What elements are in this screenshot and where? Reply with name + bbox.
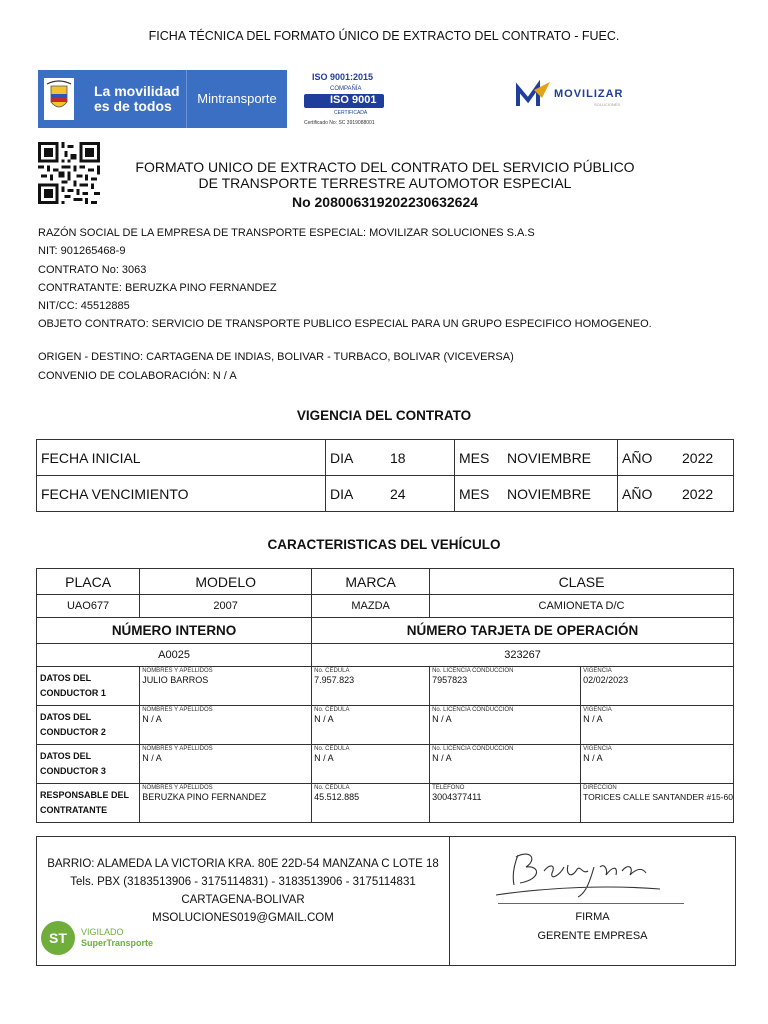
objeto-contrato: OBJETO CONTRATO: SERVICIO DE TRANSPORTE PUBLICO ESPECIAL PARA UN GRUPO ESPECIFICO HOMOGENEO.: [38, 318, 652, 330]
field-caption: NOMBRES Y APELLIDOS: [142, 668, 213, 674]
iso-title: ISO 9001:2015: [312, 72, 374, 82]
anio-value: 2022: [678, 476, 734, 512]
field-caption: NOMBRES Y APELLIDOS: [142, 707, 213, 713]
header-placa: PLACA: [37, 569, 140, 595]
iso-cert: CERTIFICADA: [334, 110, 368, 116]
supertransporte-logo: [41, 921, 181, 961]
city-line: CARTAGENA-BOLIVAR: [181, 894, 305, 906]
field-caption: No. CÉDULA: [314, 707, 350, 713]
vigencia-title: VIGENCIA DEL CONTRATO: [296, 408, 472, 423]
contratante: CONTRATANTE: BERUZKA PINO FERNANDEZ: [38, 282, 277, 294]
responsable-label: RESPONSABLE DEL CONTRATANTE: [37, 784, 140, 823]
email-line: MSOLUCIONES019@GMAIL.COM: [152, 912, 334, 924]
nit: NIT: 901265468-9: [38, 245, 126, 257]
field-caption: No. LICENCIA CONDUCCIÓN: [432, 746, 514, 752]
field-value: 7957823: [432, 675, 468, 685]
tarjeta-operacion-label: NÚMERO TARJETA DE OPERACIÓN: [312, 618, 734, 644]
header-modelo: MODELO: [140, 569, 312, 595]
gerente-label: GERENTE EMPRESA: [537, 930, 648, 942]
document-header: [120, 159, 650, 210]
header-line-2: DE TRANSPORTE TERRESTRE AUTOMOTOR ESPECIAL: [198, 175, 572, 191]
field-caption: NOMBRES Y APELLIDOS: [142, 746, 213, 752]
footer-box: [36, 836, 736, 966]
table-row: [37, 644, 734, 667]
fecha-label: FECHA VENCIMIENTO: [37, 476, 326, 512]
field-value: N / A: [314, 753, 334, 763]
iso-number: Certificado No: SC 3919088001: [304, 120, 375, 126]
field-value: 7.957.823: [314, 675, 355, 685]
table-row: [37, 476, 734, 512]
field-caption: No. LICENCIA CONDUCCIÓN: [432, 707, 514, 713]
mes-label: MES: [455, 440, 504, 476]
header-clase: CLASE: [430, 569, 734, 595]
numero-interno-value: A0025: [37, 644, 312, 667]
table-row: [37, 440, 734, 476]
vehiculo-table: [36, 568, 734, 823]
conductor-label: DATOS DEL CONDUCTOR 3: [37, 745, 140, 784]
anio-label: AÑO: [618, 476, 679, 512]
convenio: CONVENIO DE COLABORACIÓN: N / A: [38, 370, 237, 382]
signature-icon: [490, 841, 690, 901]
razon-social: RAZÓN SOCIAL DE LA EMPRESA DE TRANSPORTE ESPECIAL: MOVILIZAR SOLUCIONES S.A.S: [38, 227, 535, 239]
phone-line: Tels. PBX (3183513906 - 3175114831) - 3183513906 - 3175114831: [70, 876, 416, 888]
vigencia-table: [36, 439, 734, 512]
field-caption: No. CÉDULA: [314, 785, 350, 791]
iso-certification-logo: [300, 70, 384, 128]
document-title: FICHA TÉCNICA DEL FORMATO ÚNICO DE EXTRACTO DEL CONTRATO - FUEC.: [148, 29, 620, 43]
signature-block: [450, 837, 735, 965]
field-value: 3004377411: [432, 792, 482, 802]
colombia-crest-icon: [44, 78, 74, 120]
field-value: 45.512.885: [314, 792, 360, 802]
table-row: [37, 745, 734, 784]
tarjeta-operacion-value: 323267: [312, 644, 734, 667]
conductor-label: DATOS DEL CONDUCTOR 2: [37, 706, 140, 745]
field-caption: VIGENCIA: [583, 668, 612, 674]
field-value: N / A: [432, 714, 452, 724]
vehiculo-title: CARACTERISTICAS DEL VEHÍCULO: [267, 537, 501, 552]
movilizar-text: MOVILIZAR: [554, 88, 624, 100]
field-caption: VIGENCIA: [583, 746, 612, 752]
origen-destino: ORIGEN - DESTINO: CARTAGENA DE INDIAS, BOLIVAR - TURBACO, BOLIVAR (VICEVERSA): [38, 351, 514, 363]
field-value: N / A: [314, 714, 334, 724]
header-line-1: FORMATO UNICO DE EXTRACTO DEL CONTRATO DEL SERVICIO PÚBLICO: [135, 159, 635, 175]
field-caption: VIGENCIA: [583, 707, 612, 713]
field-value: N / A: [142, 714, 162, 724]
table-row: [37, 595, 734, 618]
contrato-number: CONTRATO No: 3063: [38, 264, 147, 276]
gov-slogan-2: es de todos: [94, 98, 172, 114]
nit-cc: NIT/CC: 45512885: [38, 300, 130, 312]
mes-label: MES: [455, 476, 504, 512]
vigilado-text: VIGILADO: [81, 927, 124, 937]
field-caption: DIRECCIÓN: [583, 785, 617, 791]
dia-label: DIA: [326, 476, 387, 512]
table-row: [37, 706, 734, 745]
field-caption: No. LICENCIA CONDUCCIÓN: [432, 668, 514, 674]
header-marca: MARCA: [312, 569, 430, 595]
dia-label: DIA: [326, 440, 387, 476]
conductor-label: DATOS DEL CONDUCTOR 1: [37, 667, 140, 706]
modelo-value: 2007: [140, 595, 312, 618]
placa-value: UAO677: [37, 595, 140, 618]
field-caption: TELÉFONO: [432, 785, 465, 791]
movilizar-m-icon: [516, 80, 556, 110]
field-value: N / A: [583, 753, 603, 763]
mes-value: NOVIEMBRE: [503, 440, 618, 476]
movilizar-sub: SOLUCIONES: [594, 102, 621, 107]
field-value: TORICES CALLE SANTANDER #15-60: [583, 792, 733, 802]
qr-code-icon: [38, 142, 100, 204]
anio-label: AÑO: [618, 440, 679, 476]
dia-value: 24: [386, 476, 455, 512]
mes-value: NOVIEMBRE: [503, 476, 618, 512]
field-caption: No. CÉDULA: [314, 668, 350, 674]
anio-value: 2022: [678, 440, 734, 476]
mintransporte-logo: Mintransporte: [186, 70, 287, 128]
numero-interno-label: NÚMERO INTERNO: [37, 618, 312, 644]
supertransporte-text: SuperTransporte: [81, 938, 154, 948]
iso-mark: ISO 9001: [330, 94, 377, 106]
marca-value: MAZDA: [312, 595, 430, 618]
address-line: BARRIO: ALAMEDA LA VICTORIA KRA. 80E 22D-54 MANZANA C LOTE 18: [47, 858, 439, 870]
gov-slogan-1: La movilidad: [94, 83, 180, 99]
fuec-number: No 208006319202230632624: [291, 194, 479, 210]
field-value: N / A: [142, 753, 162, 763]
field-value: 02/02/2023: [583, 675, 629, 685]
dia-value: 18: [386, 440, 455, 476]
signature-line: [498, 903, 684, 904]
clase-value: CAMIONETA D/C: [430, 595, 734, 618]
table-row: [37, 784, 734, 823]
fecha-label: FECHA INICIAL: [37, 440, 326, 476]
field-caption: NOMBRES Y APELLIDOS: [142, 785, 213, 791]
field-value: JULIO BARROS: [142, 675, 209, 685]
field-value: BERUZKA PINO FERNANDEZ: [142, 792, 267, 802]
movilizar-logo: [514, 76, 644, 116]
table-row: [37, 618, 734, 644]
field-caption: No. CÉDULA: [314, 746, 350, 752]
gobierno-logo: [38, 70, 186, 128]
company-contact: [37, 837, 450, 965]
st-logo-icon: ST: [41, 921, 75, 955]
table-row: [37, 569, 734, 595]
firma-label: FIRMA: [575, 911, 610, 923]
iso-company: COMPAÑÍA: [330, 86, 362, 92]
table-row: [37, 667, 734, 706]
field-value: N / A: [583, 714, 603, 724]
field-value: N / A: [432, 753, 452, 763]
